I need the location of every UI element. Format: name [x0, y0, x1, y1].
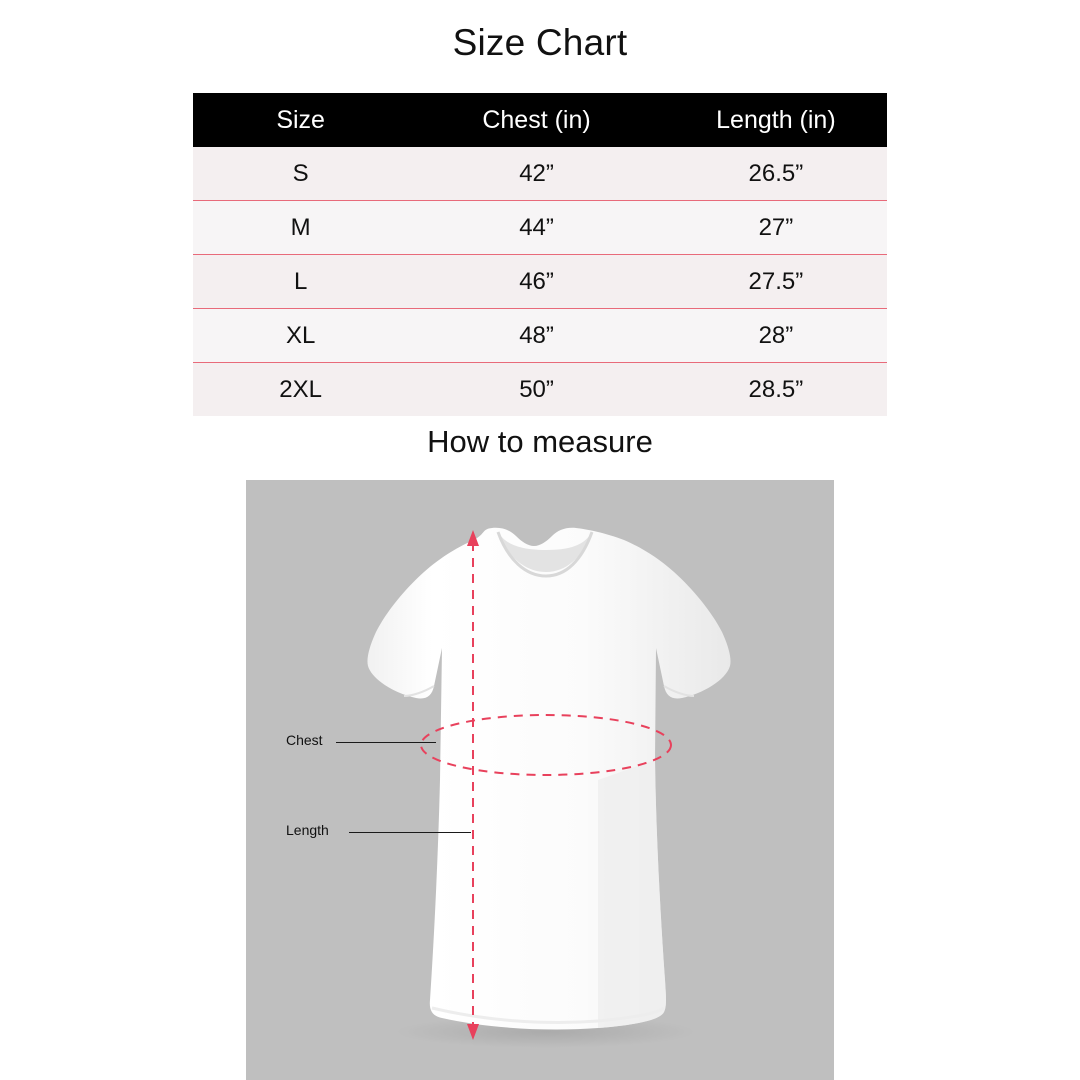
cell-chest: 48” — [408, 309, 665, 363]
size-table — [193, 93, 887, 416]
table-row — [193, 363, 887, 417]
cell-chest: 42” — [408, 147, 665, 201]
cell-length: 26.5” — [665, 147, 887, 201]
size-table-container — [193, 93, 887, 416]
column-header-chest: Chest (in) — [408, 93, 665, 147]
cell-chest: 46” — [408, 255, 665, 309]
table-header-row — [193, 93, 887, 147]
tshirt-illustration — [246, 480, 834, 1080]
cell-length: 28” — [665, 309, 887, 363]
table-header — [193, 93, 887, 147]
length-label: Length — [286, 822, 329, 838]
column-header-length: Length (in) — [665, 93, 887, 147]
column-header-size: Size — [193, 93, 408, 147]
cell-size: L — [193, 255, 408, 309]
table-row — [193, 255, 887, 309]
cell-size: M — [193, 201, 408, 255]
page-title: Size Chart — [452, 22, 628, 63]
table-row — [193, 147, 887, 201]
table-row — [193, 309, 887, 363]
cell-size: 2XL — [193, 363, 408, 417]
chest-label: Chest — [286, 732, 323, 748]
cell-size: S — [193, 147, 408, 201]
tshirt-photo — [246, 480, 834, 1080]
how-to-measure-heading: How to measure — [427, 424, 653, 459]
table-body — [193, 147, 887, 416]
length-leader-line — [349, 832, 471, 833]
cell-length: 27” — [665, 201, 887, 255]
cell-length: 28.5” — [665, 363, 887, 417]
cell-length: 27.5” — [665, 255, 887, 309]
cell-chest: 44” — [408, 201, 665, 255]
chest-leader-line — [336, 742, 436, 743]
table-row — [193, 201, 887, 255]
cell-chest: 50” — [408, 363, 665, 417]
cell-size: XL — [193, 309, 408, 363]
